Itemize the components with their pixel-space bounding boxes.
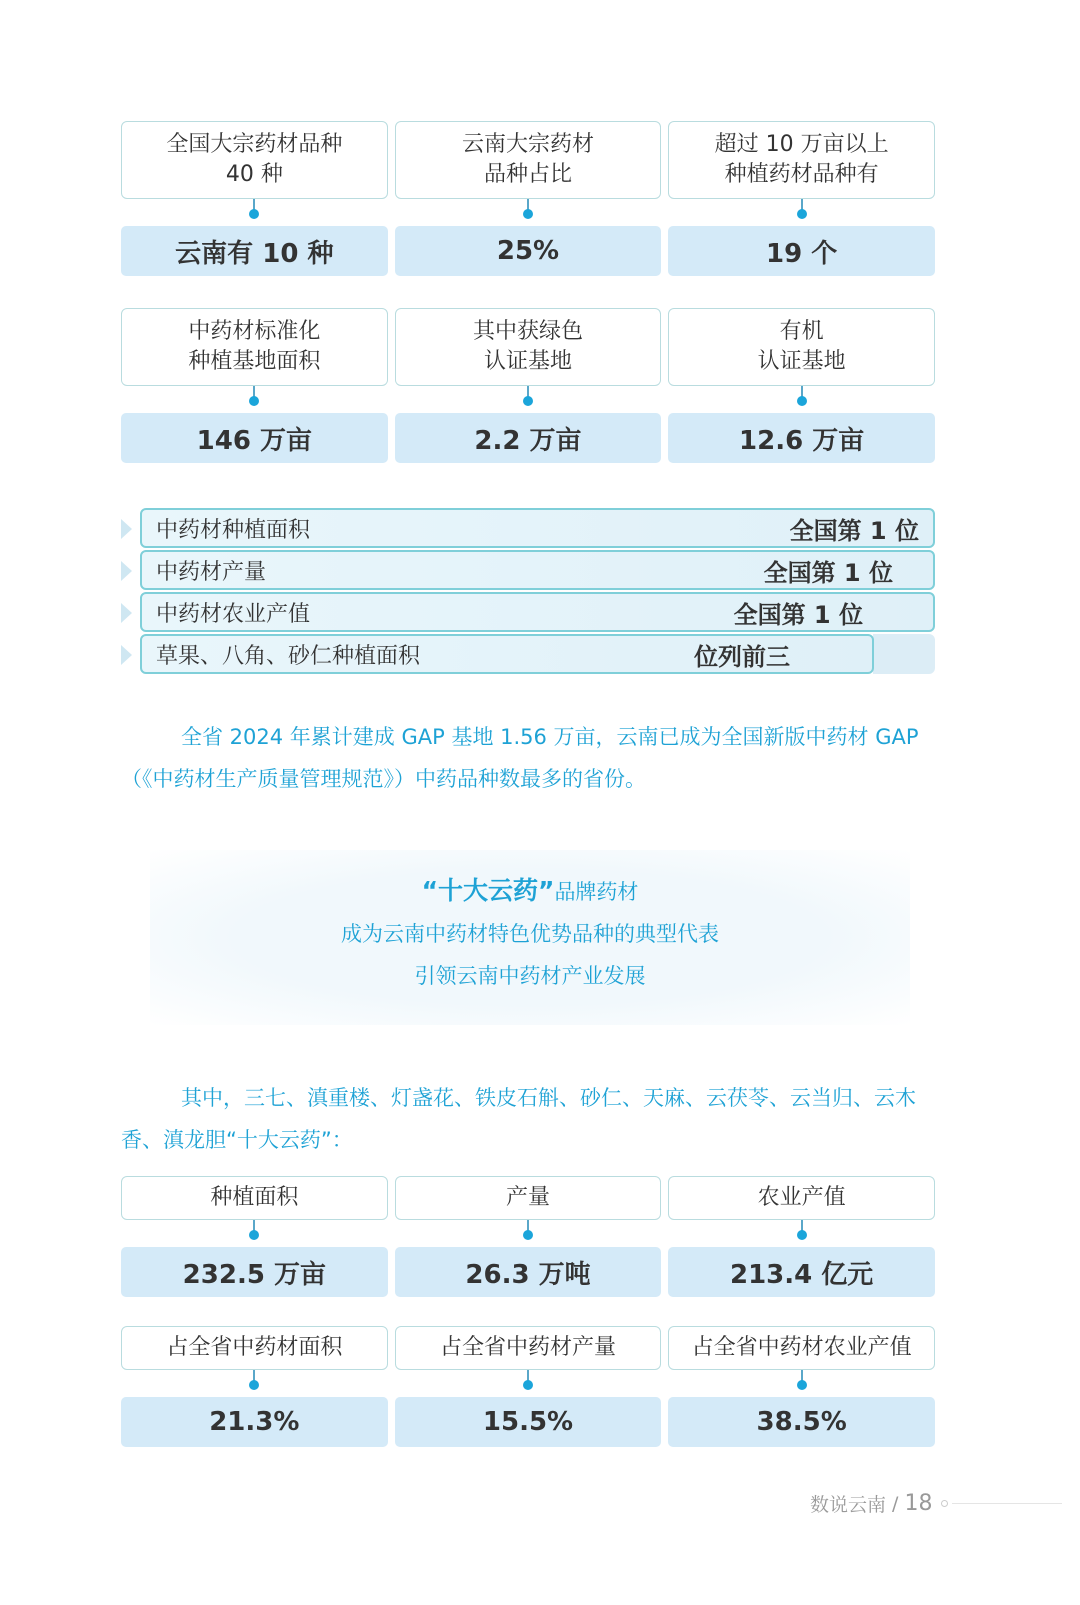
stat-cell xyxy=(121,121,388,276)
stat-label-line: 农业产值 xyxy=(757,1185,846,1210)
connector-dot-icon xyxy=(801,1220,803,1235)
stat-cell xyxy=(395,121,662,276)
stat-label-line: 占全省中药材产量 xyxy=(439,1335,616,1360)
stat-cell xyxy=(121,308,388,463)
stat-label-line: 认证基地 xyxy=(483,349,572,374)
connector-dot-icon xyxy=(253,199,255,214)
stat-value: 15.5% xyxy=(395,1397,662,1447)
stat-label-line: 产量 xyxy=(505,1185,550,1210)
footer-line xyxy=(952,1503,1062,1504)
connector-dot-icon xyxy=(527,199,529,214)
banner-highlight: “十大云药” xyxy=(421,876,555,905)
stat-label xyxy=(121,1176,388,1220)
footer-separator: / xyxy=(886,1492,905,1515)
stat-label-line: 全国大宗药材品种 xyxy=(166,132,343,157)
ranking-bar xyxy=(140,550,935,590)
stat-label xyxy=(668,1176,935,1220)
stat-label xyxy=(121,1326,388,1370)
dot-icon xyxy=(941,1500,948,1507)
ranking-row xyxy=(121,508,935,548)
stat-label-line: 占全省中药材面积 xyxy=(166,1335,343,1360)
top-ten-paragraph: 其中，三七、滇重楼、灯盏花、铁皮石斛、砂仁、天麻、云茯苓、云当归、云木香、滇龙胆“十大云药”： xyxy=(121,1086,916,1152)
ranking-name: 中药材产量 xyxy=(156,559,267,585)
stat-cell xyxy=(668,121,935,276)
stat-label xyxy=(395,121,662,199)
stat-value: 26.3 万吨 xyxy=(395,1247,662,1297)
ranking-value: 全国第 1 位 xyxy=(763,558,893,587)
ranking-name: 草果、八角、砂仁种植面积 xyxy=(156,643,421,669)
connector-dot-icon xyxy=(527,1370,529,1385)
stat-label xyxy=(395,1176,662,1220)
banner-title: 品牌药材 xyxy=(554,880,639,904)
ranking-name: 中药材农业产值 xyxy=(156,601,311,627)
ranking-value: 全国第 1 位 xyxy=(733,600,863,629)
stat-value: 38.5% xyxy=(668,1397,935,1447)
stat-value: 2.2 万亩 xyxy=(395,413,662,463)
stat-label xyxy=(121,308,388,386)
stats-grid-bases xyxy=(121,308,935,463)
stat-label-line: 有机 xyxy=(779,319,824,344)
stat-value: 12.6 万亩 xyxy=(668,413,935,463)
gap-paragraph: 全省 2024 年累计建成 GAP 基地 1.56 万亩，云南已成为全国新版中药材 GAP（《中药材生产质量管理规范》）中药品种数最多的省份。 xyxy=(121,725,919,791)
stat-cell xyxy=(668,308,935,463)
stats-grid-top-ten xyxy=(121,1176,935,1297)
stat-value: 云南有 10 种 xyxy=(121,226,388,276)
stat-value: 19 个 xyxy=(668,226,935,276)
stat-label-line: 超过 10 万亩以上 xyxy=(714,132,889,157)
connector-dot-icon xyxy=(253,1370,255,1385)
ranking-bar xyxy=(140,634,874,674)
stat-cell xyxy=(668,1176,935,1297)
connector-dot-icon xyxy=(253,1220,255,1235)
footer-title: 数说云南 xyxy=(810,1494,887,1516)
stat-cell xyxy=(668,1326,935,1447)
stat-cell xyxy=(121,1326,388,1447)
banner-line: 引领云南中药材产业发展 xyxy=(414,964,646,988)
ranking-bar-extension xyxy=(873,634,935,674)
ranking-bar xyxy=(140,592,935,632)
arrow-icon xyxy=(121,561,132,581)
ranking-value: 位列前三 xyxy=(694,642,790,671)
page-footer xyxy=(810,1490,1062,1517)
banner-line: 成为云南中药材特色优势品种的典型代表 xyxy=(341,922,719,946)
arrow-icon xyxy=(121,519,132,539)
connector-dot-icon xyxy=(527,386,529,401)
stat-label-line: 其中获绿色 xyxy=(472,319,583,344)
ranking-row xyxy=(121,634,935,674)
stat-cell xyxy=(395,308,662,463)
stat-label xyxy=(395,1326,662,1370)
connector-dot-icon xyxy=(801,1370,803,1385)
stat-label xyxy=(668,308,935,386)
stat-label-line: 中药材标准化 xyxy=(188,319,321,344)
stat-label-line: 种植面积 xyxy=(210,1185,299,1210)
ranking-value: 全国第 1 位 xyxy=(789,516,919,545)
stat-label-line: 40 种 xyxy=(225,162,283,187)
arrow-icon xyxy=(121,645,132,665)
stat-value: 25% xyxy=(395,226,662,276)
stat-label-line: 种植药材品种有 xyxy=(724,162,879,187)
connector-dot-icon xyxy=(253,386,255,401)
stat-label-line: 品种占比 xyxy=(483,162,572,187)
stat-label-line: 云南大宗药材 xyxy=(461,132,594,157)
connector-dot-icon xyxy=(801,199,803,214)
stat-cell xyxy=(395,1326,662,1447)
stat-label-line: 占全省中药材农业产值 xyxy=(691,1335,912,1360)
ranking-name: 中药材种植面积 xyxy=(156,517,311,543)
stat-cell xyxy=(121,1176,388,1297)
arrow-icon xyxy=(121,603,132,623)
stat-label xyxy=(668,1326,935,1370)
stat-cell xyxy=(395,1176,662,1297)
stat-label xyxy=(395,308,662,386)
stat-value: 21.3% xyxy=(121,1397,388,1447)
stat-value: 232.5 万亩 xyxy=(121,1247,388,1297)
stat-label-line: 种植基地面积 xyxy=(188,349,321,374)
connector-dot-icon xyxy=(527,1220,529,1235)
ranking-row xyxy=(121,592,935,632)
page-number: 18 xyxy=(904,1491,933,1516)
stats-grid-varieties xyxy=(121,121,935,276)
stat-label-line: 认证基地 xyxy=(757,349,846,374)
ranking-row xyxy=(121,550,935,590)
stat-label xyxy=(668,121,935,199)
stat-label xyxy=(121,121,388,199)
ranking-bar xyxy=(140,508,935,548)
ranking-list xyxy=(121,508,935,676)
brand-banner xyxy=(150,850,910,1025)
stats-grid-share xyxy=(121,1326,935,1447)
stat-value: 213.4 亿元 xyxy=(668,1247,935,1297)
connector-dot-icon xyxy=(801,386,803,401)
stat-value: 146 万亩 xyxy=(121,413,388,463)
